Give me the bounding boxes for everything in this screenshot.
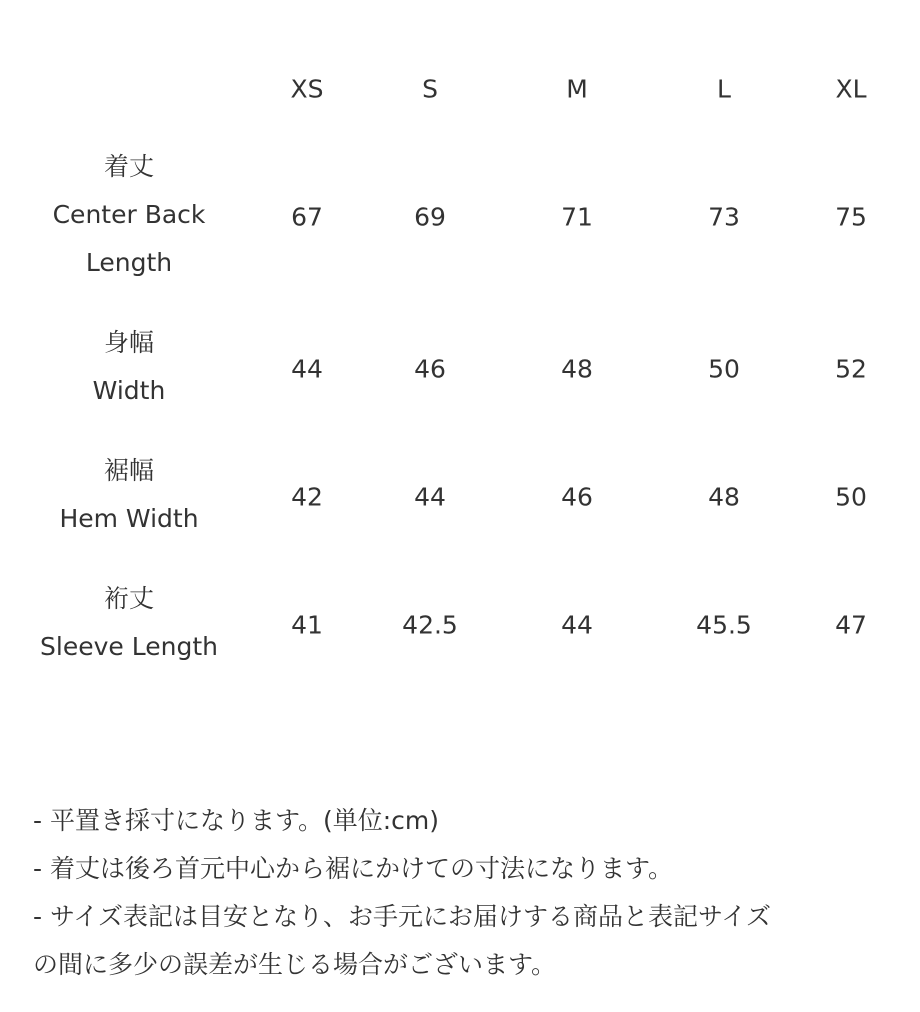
row-label-ja: 身幅	[103, 328, 155, 357]
table-cell: 48	[708, 482, 740, 512]
row-label-sleeve-length	[40, 575, 218, 671]
row-label-en: Center Back	[52, 200, 206, 229]
table-cell: 42	[291, 482, 323, 512]
table-cell: 52	[835, 354, 867, 384]
table-cell: 50	[708, 354, 740, 384]
table-cell: 73	[708, 202, 740, 232]
note-line: - 着丈は後ろ首元中心から裾にかけての寸法になります。	[33, 854, 673, 883]
table-cell: 45.5	[696, 610, 752, 640]
size-notes	[33, 797, 893, 989]
note-line: の間に多少の誤差が生じる場合がございます。	[33, 950, 557, 979]
table-cell: 46	[561, 482, 593, 512]
row-label-center-back-length	[53, 143, 206, 287]
table-cell: 41	[291, 610, 323, 640]
table-cell: 71	[561, 202, 593, 232]
table-cell: 42.5	[402, 610, 458, 640]
note-line: - 平置き採寸になります。(単位:cm)	[33, 806, 439, 835]
row-label-en-continued: Length	[85, 248, 173, 277]
size-header-xl: XL	[835, 74, 867, 104]
table-cell: 44	[561, 610, 593, 640]
row-label-en: Width	[92, 376, 166, 405]
row-label-en: Sleeve Length	[40, 632, 218, 661]
table-cell: 69	[414, 202, 446, 232]
row-label-ja: 着丈	[103, 152, 155, 181]
table-cell: 50	[835, 482, 867, 512]
row-label-ja: 裾幅	[103, 456, 154, 485]
size-header-xs: XS	[290, 74, 324, 104]
note-line: - サイズ表記は目安となり、お手元にお届けする商品と表記サイズ	[33, 902, 771, 931]
table-cell: 47	[835, 610, 867, 640]
row-label-hem-width	[59, 447, 198, 543]
row-label-en: Hem Width	[59, 504, 199, 533]
table-cell: 44	[414, 482, 446, 512]
row-label-width	[93, 319, 166, 415]
table-cell: 44	[291, 354, 323, 384]
size-header-m: M	[566, 74, 588, 104]
size-header-s: S	[422, 74, 438, 104]
table-cell: 46	[414, 354, 446, 384]
table-cell: 48	[561, 354, 593, 384]
size-header-l: L	[717, 74, 731, 104]
row-label-ja: 裄丈	[103, 584, 154, 613]
table-cell: 75	[835, 202, 867, 232]
table-cell: 67	[291, 202, 323, 232]
